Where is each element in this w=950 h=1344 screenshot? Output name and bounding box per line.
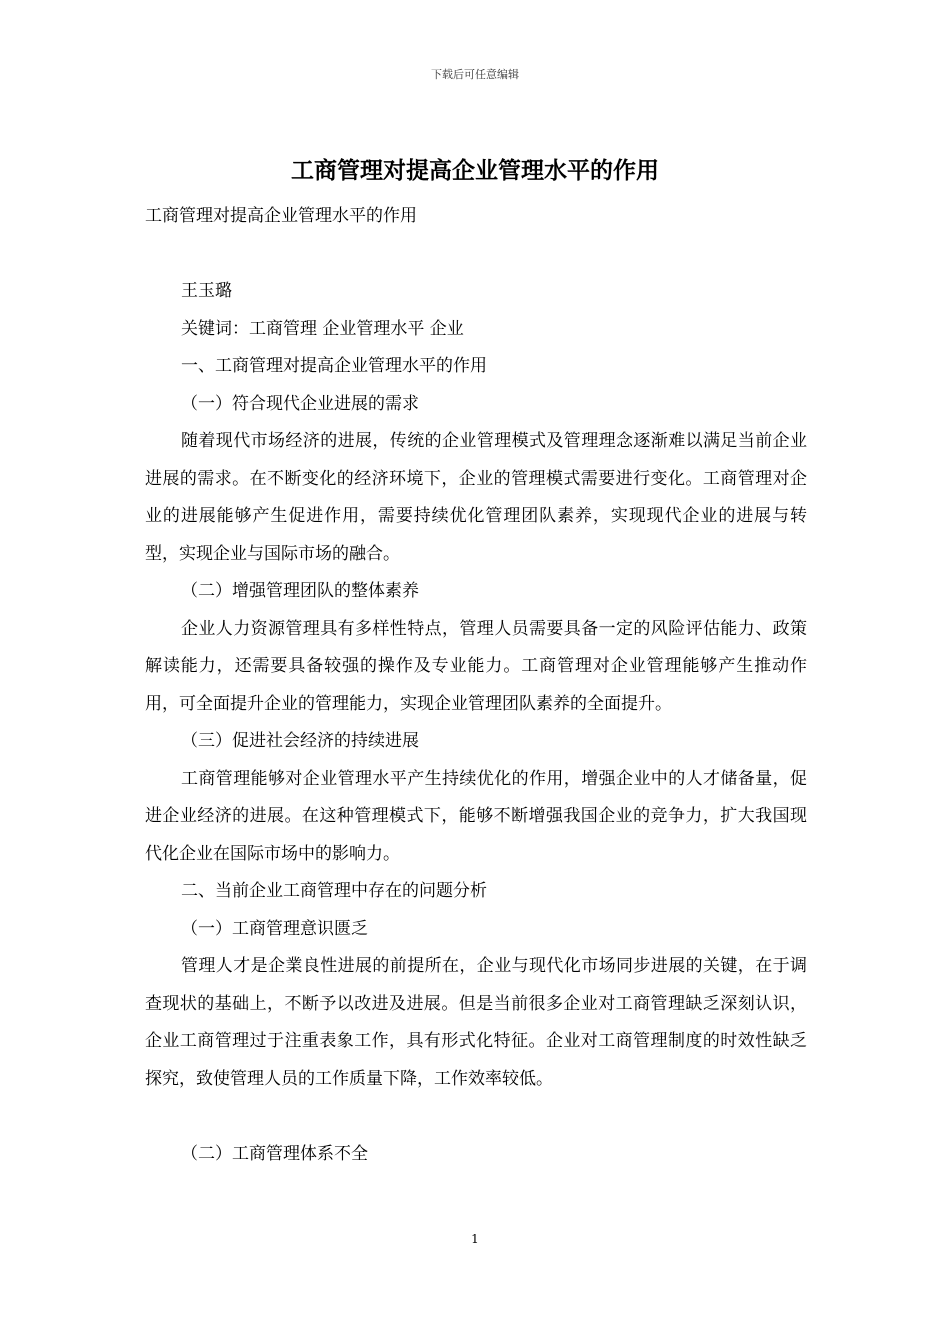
paragraph-author: 王玉璐 <box>181 281 232 301</box>
paragraph-subtitle: 工商管理对提高企业管理水平的作用 <box>145 206 417 226</box>
heading-subsection-1-2: （二）增强管理团队的整体素养 <box>181 581 419 601</box>
page-number: 1 <box>471 1232 479 1246</box>
paragraph-body: 企业人力资源管理具有多样性特点，管理人员需要具备一定的风险评估能力、政策解读能力，还需要具备较强的操作及专业能力。工商管理对企业管理能够产生推动作用，可全面提升企业的管理能力，实现企业管理团队素养的全面提升。 <box>145 618 807 714</box>
heading-subsection-1-1: （一）符合现代企业进展的需求 <box>181 393 419 414</box>
paragraph-keywords: 关键词：工商管理 企业管理水平 企业 <box>181 318 464 339</box>
heading-section-2: 二、当前企业工商管理中存在的问题分析 <box>181 881 487 901</box>
paragraph-body: 工商管理能够对企业管理水平产生持续优化的作用，增强企业中的人才储备量，促进企业经济的进展。在这种管理模式下，能够不断增强我国企业的竞争力，扩大我国现代化企业在国际市场中的影响力。 <box>145 768 807 864</box>
paragraph-body: 管理人才是企業良性进展的前提所在，企业与现代化市场同步进展的关键，在于调查现状的基础上，不断予以改进及进展。但是当前很多企业对工商管理缺乏深刻认识，企业工商管理过于注重表象工作，具有形式化特征。企业对工商管理制度的时效性缺乏探究，致使管理人员的工作质量下降，工作效率较低。 <box>145 956 807 1089</box>
heading-subsection-1-3: （三）促进社会经济的持续进展 <box>181 731 419 751</box>
blank-line <box>145 1098 807 1136</box>
heading-subsection-2-2: （二）工商管理体系不全 <box>181 1143 368 1164</box>
document-title: 工商管理对提高企业管理水平的作用 <box>291 157 659 184</box>
blank-line <box>145 236 807 274</box>
document-body <box>145 198 807 1173</box>
heading-section-1: 一、工商管理对提高企业管理水平的作用 <box>181 356 487 376</box>
header-note: 下载后可任意编辑 <box>431 68 519 81</box>
heading-subsection-2-1: （一）工商管理意识匮乏 <box>181 918 368 939</box>
paragraph-body: 随着现代市场经济的进展，传统的企业管理模式及管理理念逐渐难以满足当前企业进展的需求。在不断变化的经济环境下，企业的管理模式需要进行变化。工商管理对企业的进展能够产生促进作用，需要持续优化管理团队素养，实现现代企业的进展与转型，实现企业与国际市场的融合。 <box>145 431 807 564</box>
